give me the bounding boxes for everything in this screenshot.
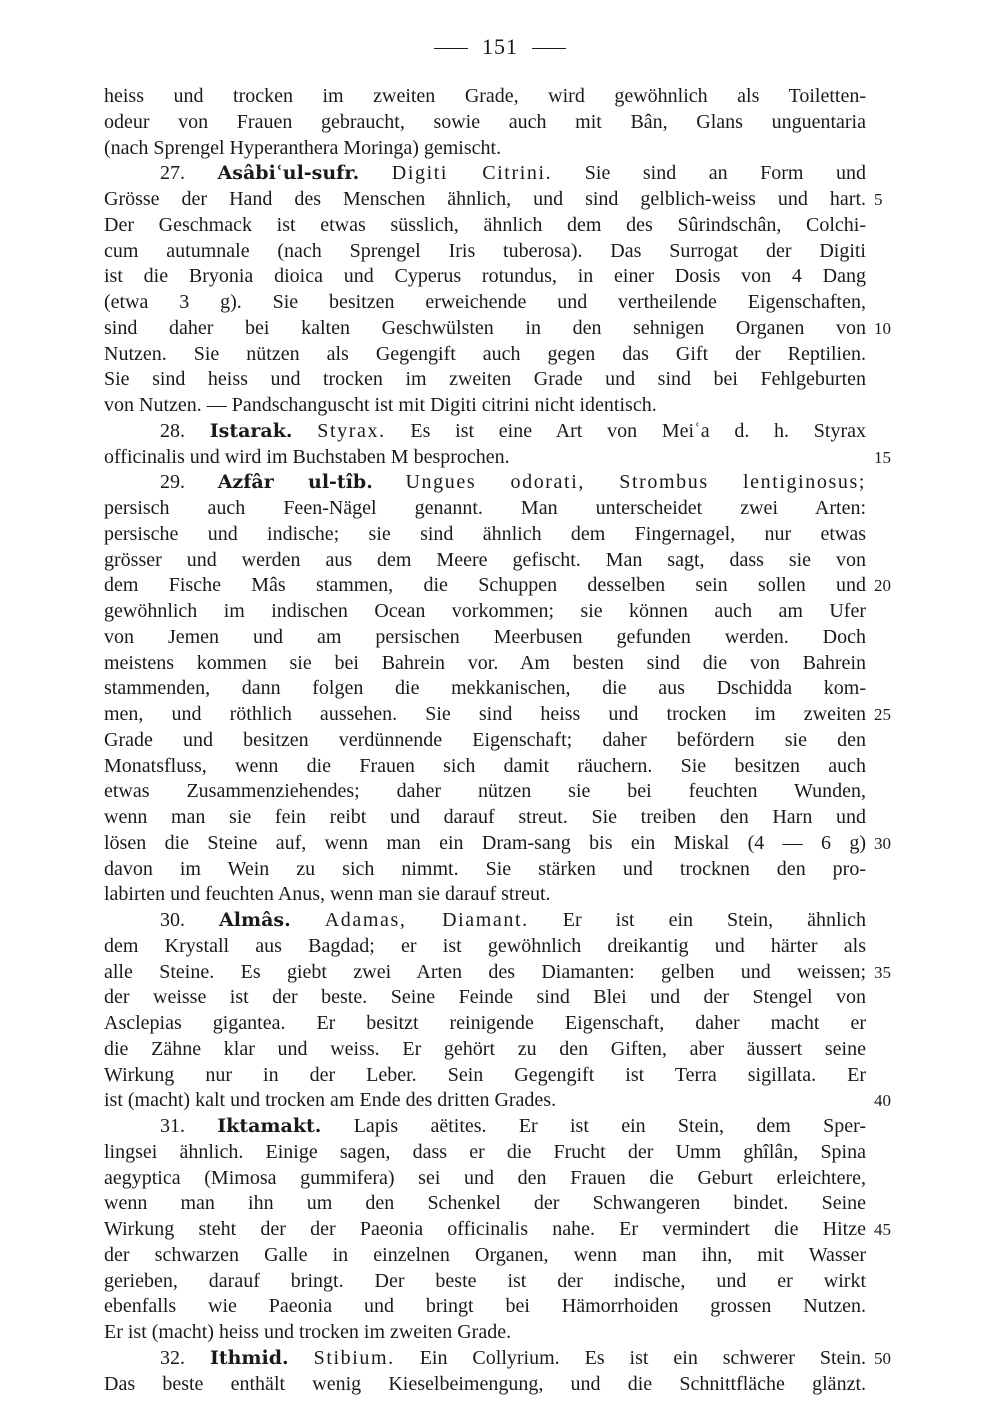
text-segment: (etwa 3 g). Sie besitzen erweichende und vertheilende Eigenschaften, bbox=[104, 291, 866, 313]
text-segment: odeur von Frauen gebraucht, sowie auch mit Bân, Glans unguentaria bbox=[104, 110, 866, 133]
text-segment: wenn man sie fein reibt und darauf streut. Sie treiben den Harn und bbox=[104, 806, 866, 828]
line-number: 35 bbox=[874, 962, 891, 982]
text-segment: 30. bbox=[160, 909, 220, 931]
text-line bbox=[104, 136, 866, 162]
text-segment: wenn man ihn um den Schenkel der Schwangeren bindet. Seine bbox=[104, 1192, 866, 1215]
entry-first-line bbox=[104, 470, 866, 496]
text-segment: aegyptica (Mimosa gummifera) sei und den Frauen die Geburt erleichtere, bbox=[104, 1166, 866, 1189]
text-line bbox=[104, 1011, 866, 1037]
text-segment: lösen die Steine auf, wenn man ein Dram-sang bis ein Miskal (4 — 6 g) bbox=[104, 831, 866, 854]
line-number: 20 bbox=[874, 576, 891, 596]
text-line bbox=[104, 1243, 866, 1269]
text-line bbox=[104, 548, 866, 574]
text-segment: etwas Zusammenziehendes; daher nützen sie bei feuchten Wunden, bbox=[104, 780, 866, 803]
text-segment: Grösse der Hand des Menschen ähnlich, und sind gelblich-weiss und hart. bbox=[104, 188, 866, 210]
text-segment: Wirkung nur in der Leber. Sein Gegengift ist Terra sigillata. Er bbox=[104, 1063, 866, 1086]
text-line bbox=[104, 316, 891, 342]
text-line bbox=[104, 1191, 866, 1217]
text-line bbox=[104, 290, 866, 316]
text-segment bbox=[293, 420, 318, 442]
entry-headword: Istarak. bbox=[209, 419, 293, 442]
text-line bbox=[104, 960, 891, 986]
text-line bbox=[104, 676, 866, 702]
text-segment: 27. bbox=[160, 162, 218, 185]
entry-first-line bbox=[104, 1346, 891, 1372]
text-segment: persische und indische; sie sind ähnlich dem Fingernagel, nur etwas bbox=[104, 522, 866, 545]
latin-term: Styrax. bbox=[317, 419, 386, 442]
text-body bbox=[104, 84, 891, 1397]
text-line bbox=[104, 985, 866, 1011]
text-segment: Der Geschmack ist etwas süsslich, ähnlich dem des Sûrindschân, Colchi- bbox=[104, 213, 866, 236]
text-segment: gerieben, darauf bringt. Der beste ist der indische, und er wirkt bbox=[104, 1269, 866, 1292]
latin-term: Stibium. bbox=[313, 1346, 395, 1369]
text-line bbox=[104, 445, 891, 471]
text-segment: Ein Collyrium. Es ist ein schwerer Stein. bbox=[394, 1346, 867, 1369]
text-line bbox=[104, 1037, 866, 1063]
text-line bbox=[104, 1320, 866, 1346]
text-segment: lingsei ähnlich. Einige sagen, dass er die Frucht der Umm ghîlân, Spina bbox=[104, 1140, 866, 1163]
line-number: 25 bbox=[874, 705, 891, 724]
text-line bbox=[104, 1166, 866, 1192]
text-line bbox=[104, 187, 883, 213]
text-line bbox=[104, 1063, 866, 1089]
entry-headword: Almâs. bbox=[219, 909, 291, 931]
text-line bbox=[104, 754, 866, 780]
text-line bbox=[104, 1217, 891, 1243]
text-segment: der weisse ist der beste. Seine Feinde sind Blei und der Stengel von bbox=[104, 986, 866, 1009]
entry-headword: Iktamakt. bbox=[217, 1115, 322, 1137]
page-header bbox=[0, 34, 1000, 60]
text-line bbox=[104, 496, 866, 522]
text-line bbox=[104, 857, 866, 883]
header-dash-right bbox=[532, 48, 566, 49]
entry-first-line bbox=[104, 161, 866, 187]
text-segment: stammenden, dann folgen die mekkanischen, die aus Dschidda kom- bbox=[104, 677, 866, 700]
text-segment: cum autumnale (nach Sprengel Iris tuberosa). Das Surrogat der Digiti bbox=[104, 239, 866, 262]
text-segment: men, und röthlich aussehen. Sie sind heiss und trocken im zweiten bbox=[104, 703, 866, 725]
text-line bbox=[104, 599, 866, 625]
text-segment: Lapis aëtites. Er ist ein Stein, dem Sper- bbox=[321, 1115, 866, 1137]
text-segment: der schwarzen Galle in einzelnen Organen, wenn man ihn, mit Wasser bbox=[104, 1243, 866, 1266]
text-segment bbox=[359, 162, 392, 184]
text-line bbox=[104, 264, 866, 290]
text-line bbox=[104, 342, 866, 368]
text-segment: Es ist eine Art von Meiʿa d. h. Styrax bbox=[385, 419, 867, 442]
text-segment: Nutzen. Sie nützen als Gegengift auch gegen das Gift der Reptilien. bbox=[104, 342, 866, 365]
text-line bbox=[104, 805, 866, 831]
line-number: 40 bbox=[874, 1091, 891, 1111]
text-segment bbox=[289, 1347, 314, 1369]
text-line bbox=[104, 934, 866, 960]
text-segment: die Zähne klar und weiss. Er gehört zu den Giften, aber äussert seine bbox=[104, 1037, 866, 1060]
text-segment: gewöhnlich im indischen Ocean vorkommen; sie können auch am Ufer bbox=[104, 600, 866, 622]
entry-headword: Ithmid. bbox=[209, 1346, 289, 1369]
entry-first-line bbox=[104, 1114, 866, 1140]
latin-term: Adamas, Diamant. bbox=[324, 909, 529, 931]
text-segment: grösser und werden aus dem Meere gefischt. Man sagt, dass sie von bbox=[104, 548, 866, 571]
text-line bbox=[104, 1294, 866, 1320]
text-line bbox=[104, 625, 866, 651]
text-segment: ebenfalls wie Paeonia und bringt bei Hämorrhoiden grossen Nutzen. bbox=[104, 1295, 866, 1318]
text-line bbox=[104, 1088, 891, 1114]
text-line bbox=[104, 522, 866, 548]
text-segment: sind daher bei kalten Geschwülsten in den sehnigen Organen von bbox=[104, 316, 866, 339]
text-segment: alle Steine. Es giebt zwei Arten des Diamanten: gelben und weissen; bbox=[104, 960, 866, 983]
text-segment: 32. bbox=[160, 1346, 210, 1369]
line-number: 50 bbox=[874, 1348, 891, 1368]
text-line bbox=[104, 393, 866, 419]
latin-term: Digiti Citrini. bbox=[391, 162, 553, 185]
latin-term: Ungues odorati, Strombus lentiginosus; bbox=[405, 471, 867, 494]
text-segment: Monatsfluss, wenn die Frauen sich damit räuchern. Sie besitzen auch bbox=[104, 754, 866, 777]
text-segment: 29. bbox=[160, 471, 218, 494]
text-line bbox=[104, 213, 866, 239]
text-line bbox=[104, 702, 891, 728]
text-line bbox=[104, 651, 866, 677]
text-line bbox=[104, 110, 866, 136]
text-segment: heiss und trocken im zweiten Grade, wird gewöhnlich als Toiletten- bbox=[104, 85, 866, 107]
line-number: 30 bbox=[874, 833, 891, 853]
text-segment: Sie sind heiss und trocken im zweiten Grade und sind bei Fehlgeburten bbox=[104, 368, 866, 391]
text-segment: ist (macht) kalt und trocken am Ende des dritten Grades. bbox=[104, 1089, 557, 1112]
text-segment: von Nutzen. — Pandschanguscht ist mit Digiti citrini nicht identisch. bbox=[104, 394, 657, 416]
text-line bbox=[104, 1372, 866, 1398]
text-segment: 31. bbox=[160, 1115, 218, 1137]
text-line bbox=[104, 728, 866, 754]
entry-first-line bbox=[104, 908, 866, 934]
text-segment: von Jemen und am persischen Meerbusen gefunden werden. Doch bbox=[104, 625, 866, 648]
entry-first-line bbox=[104, 419, 866, 445]
text-segment: Er ist (macht) heiss und trocken im zweiten Grade. bbox=[104, 1321, 512, 1343]
text-segment: 28. bbox=[160, 419, 210, 442]
text-segment: dem Krystall aus Bagdad; er ist gewöhnlich dreikantig und härter als bbox=[104, 934, 866, 957]
text-line bbox=[104, 239, 866, 265]
text-segment: (nach Sprengel Hyperanthera Moringa) gemischt. bbox=[104, 136, 502, 159]
text-segment: Sie sind an Form und bbox=[552, 162, 867, 185]
text-segment: officinalis und wird im Buchstaben M besprochen. bbox=[104, 445, 510, 468]
text-segment: ist die Bryonia dioica und Cyperus rotundus, in einer Dosis von 4 Dang bbox=[104, 265, 866, 288]
header-dash-left bbox=[434, 48, 468, 49]
text-segment bbox=[291, 909, 325, 931]
line-number: 45 bbox=[874, 1220, 891, 1239]
text-segment: dem Fische Mâs stammen, die Schuppen desselben sein sollen und bbox=[104, 574, 866, 597]
text-line bbox=[104, 1269, 866, 1295]
entry-headword: Asâbiʿul-sufr. bbox=[217, 162, 360, 185]
text-segment: labirten und feuchten Anus, wenn man sie darauf streut. bbox=[104, 883, 551, 906]
line-number: 5 bbox=[874, 190, 883, 209]
text-segment: davon im Wein zu sich nimmt. Sie stärken und trocknen den pro- bbox=[104, 857, 866, 880]
text-segment: Grade und besitzen verdünnende Eigenschaft; daher befördern sie den bbox=[104, 728, 866, 751]
text-line bbox=[104, 882, 866, 908]
text-segment: Er ist ein Stein, ähnlich bbox=[528, 909, 867, 931]
line-number: 10 bbox=[874, 318, 891, 338]
text-line bbox=[104, 1140, 866, 1166]
text-line bbox=[104, 367, 866, 393]
page-number: 151 bbox=[482, 34, 518, 59]
text-segment: meistens kommen sie bei Bahrein vor. Am besten sind die von Bahrein bbox=[104, 651, 866, 674]
text-line bbox=[104, 84, 866, 110]
text-segment bbox=[373, 471, 406, 493]
text-segment: Wirkung steht der der Paeonia officinalis nahe. Er vermindert die Hitze bbox=[104, 1218, 866, 1240]
text-line bbox=[104, 573, 891, 599]
text-segment: persisch auch Feen-Nägel genannt. Man unterscheidet zwei Arten: bbox=[104, 497, 866, 519]
text-line bbox=[104, 831, 891, 857]
text-segment: Asclepias gigantea. Er besitzt reinigende Eigenschaft, daher macht er bbox=[104, 1012, 866, 1034]
line-number: 15 bbox=[874, 447, 891, 467]
entry-headword: Azfâr ul-tîb. bbox=[217, 471, 373, 494]
text-segment: Das beste enthält wenig Kieselbeimengung, und die Schnittfläche glänzt. bbox=[104, 1372, 866, 1395]
text-line bbox=[104, 779, 866, 805]
